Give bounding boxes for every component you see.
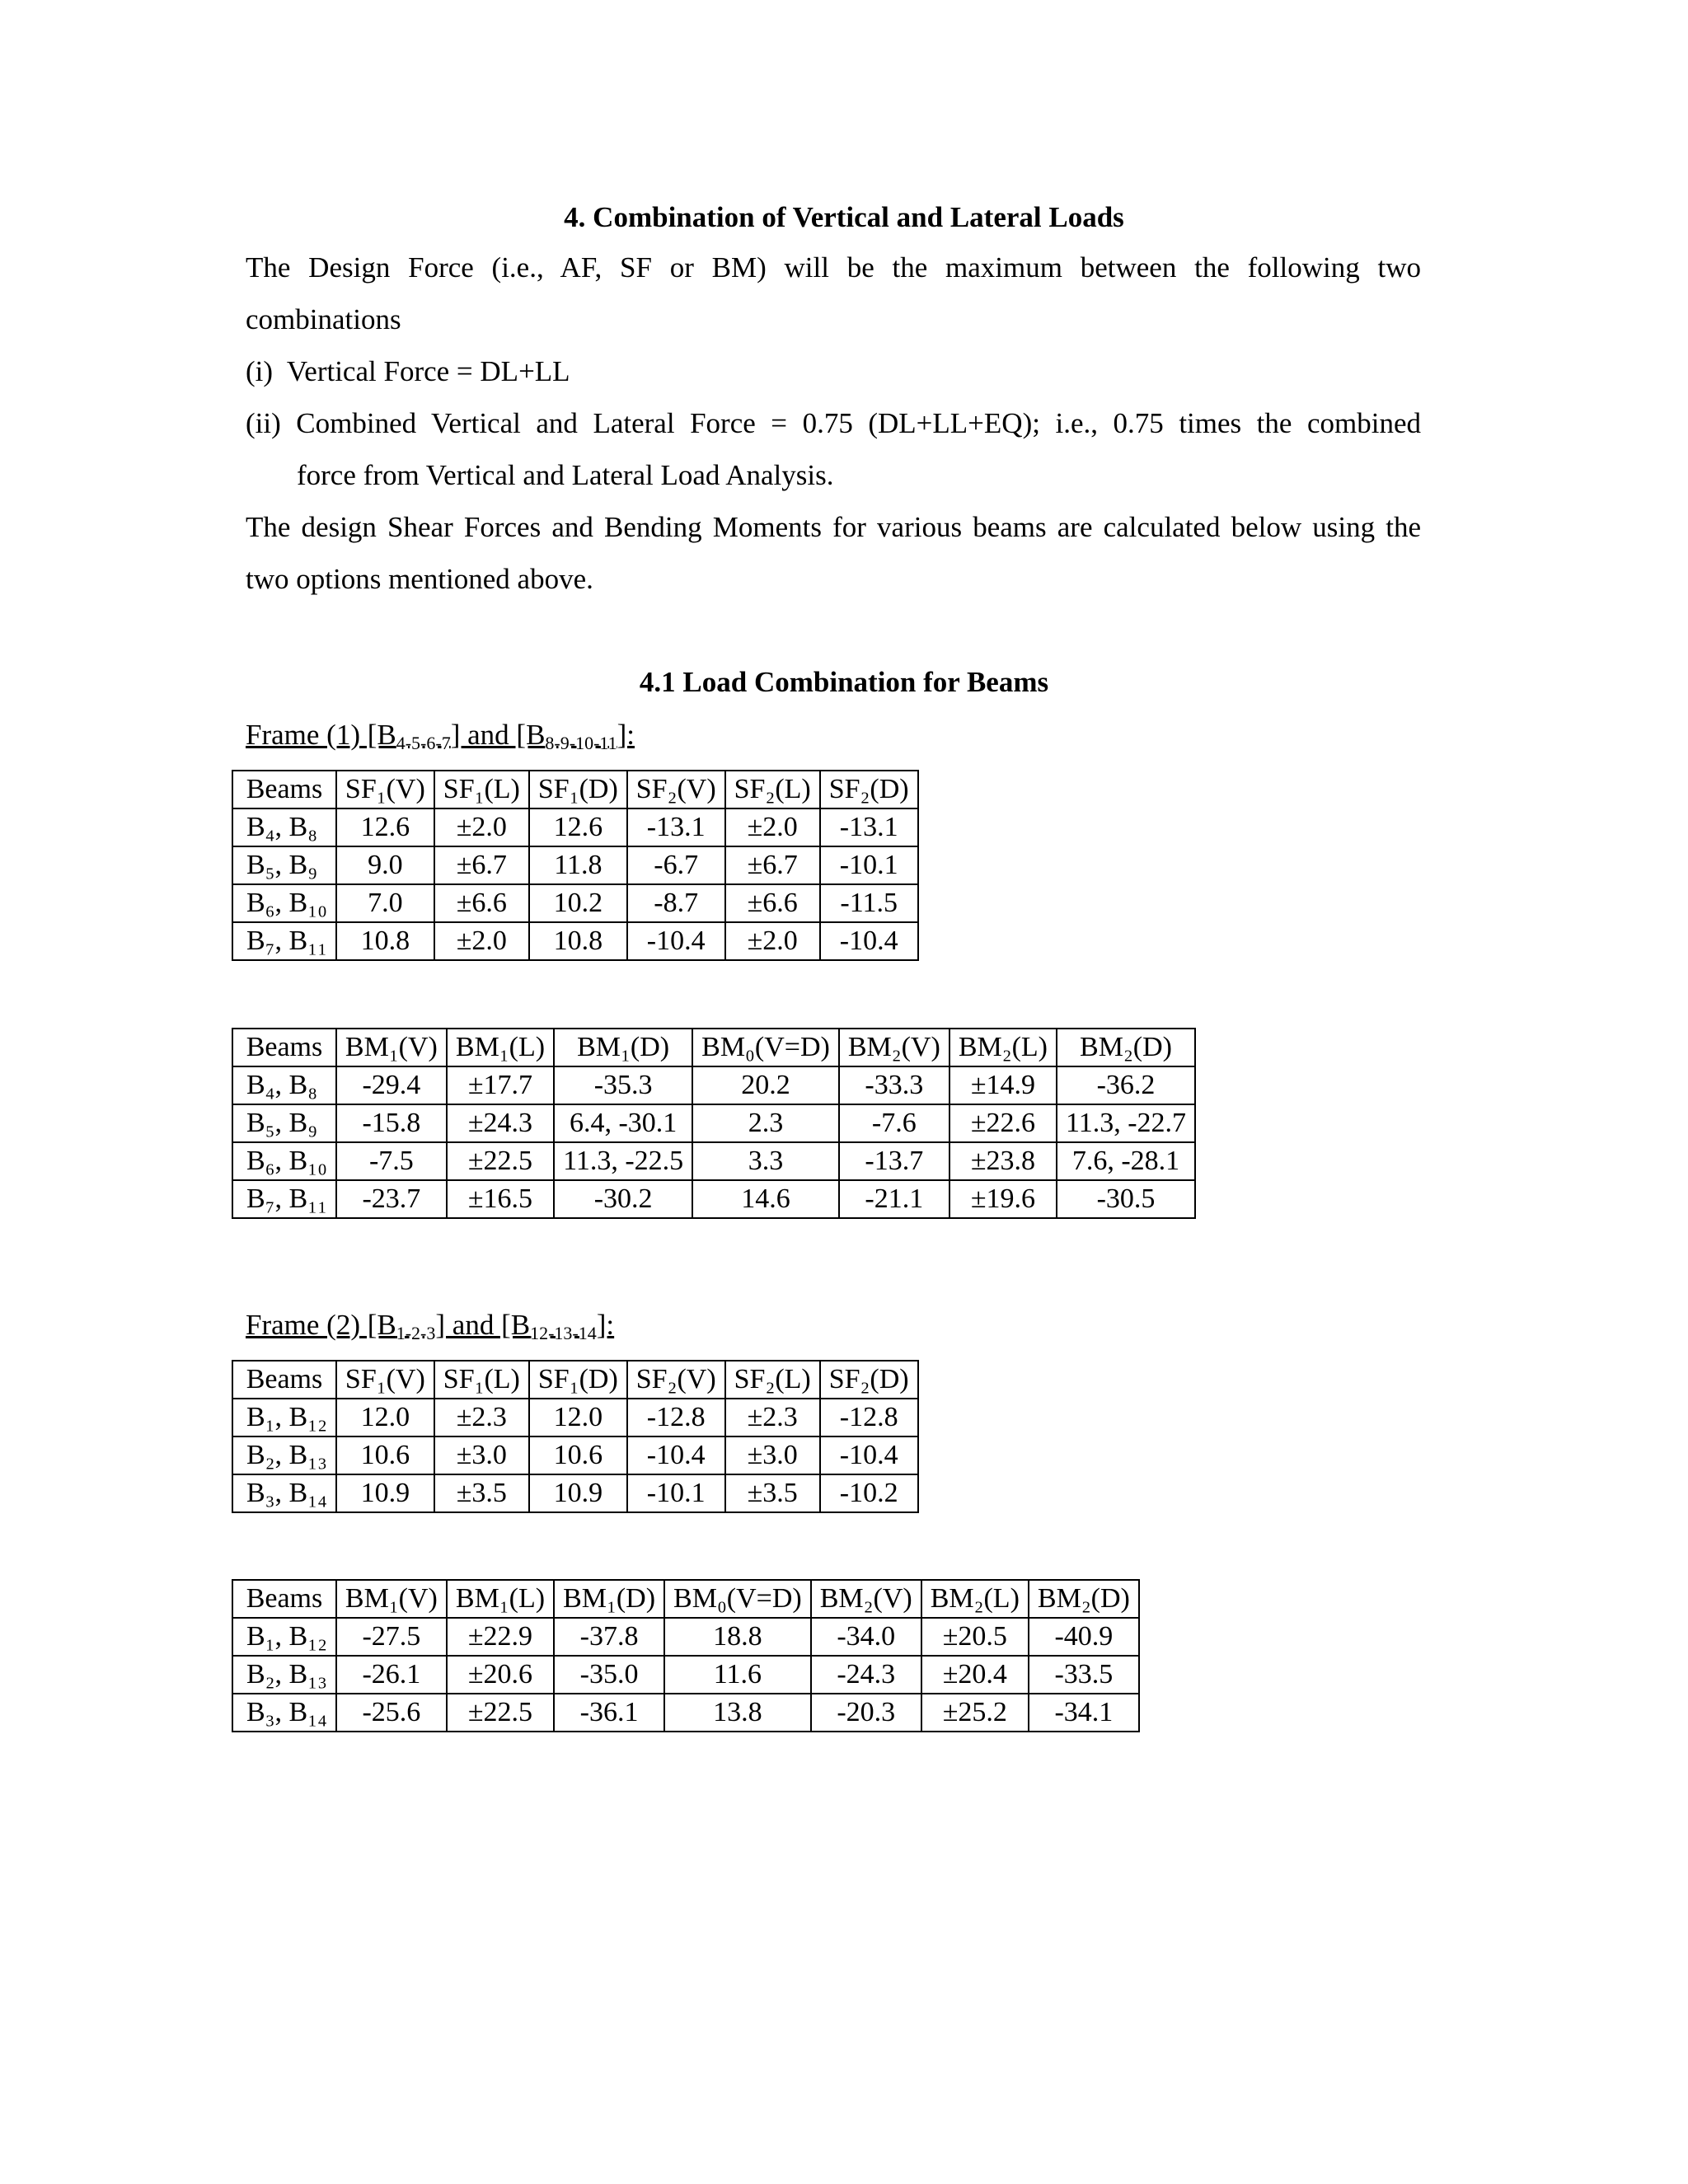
row-label-cell: B₆, B₁₀ bbox=[232, 1142, 336, 1180]
frame1-sf-table bbox=[232, 770, 919, 961]
table-cell: ±2.0 bbox=[434, 922, 529, 960]
column-header: BM₁(D) bbox=[554, 1580, 664, 1618]
frame1-label-sub1: 4-5-6-7 bbox=[396, 733, 451, 753]
table-cell: -13.7 bbox=[839, 1142, 950, 1180]
frame2-bm-table bbox=[232, 1579, 1140, 1732]
table-cell: -30.5 bbox=[1057, 1180, 1195, 1218]
table-cell: 12.0 bbox=[529, 1399, 627, 1436]
table-cell: ±14.9 bbox=[950, 1066, 1057, 1104]
column-header: SF₁(D) bbox=[529, 771, 627, 808]
table-row bbox=[232, 1104, 1195, 1142]
table-cell: 10.8 bbox=[529, 922, 627, 960]
table-cell: 13.8 bbox=[664, 1694, 811, 1732]
column-header: Beams bbox=[232, 1361, 336, 1399]
column-header: BM₁(D) bbox=[554, 1029, 692, 1066]
table-cell: -10.2 bbox=[820, 1474, 918, 1512]
table-cell: -20.3 bbox=[811, 1694, 921, 1732]
table-row bbox=[232, 1180, 1195, 1218]
column-header: SF₂(V) bbox=[627, 771, 725, 808]
table-cell: ±22.5 bbox=[447, 1694, 554, 1732]
column-header: SF₁(L) bbox=[434, 771, 529, 808]
table-cell: -10.1 bbox=[820, 846, 918, 884]
table-header-row bbox=[232, 1029, 1195, 1066]
table-cell: -10.4 bbox=[820, 922, 918, 960]
table-cell: 11.8 bbox=[529, 846, 627, 884]
column-header: SF₂(D) bbox=[820, 771, 918, 808]
row-label-cell: B₅, B₉ bbox=[232, 1104, 336, 1142]
frame2-label-mid: ] and [B bbox=[435, 1309, 531, 1341]
frame2-label-prefix: Frame (2) [B bbox=[246, 1309, 396, 1341]
column-header: SF₁(V) bbox=[336, 771, 434, 808]
table-cell: ±2.0 bbox=[434, 808, 529, 846]
list-item-ii-line-1: (ii) Combined Vertical and Lateral Force = 0.75 (DL+LL+EQ); i.e., 0.75 times the combined bbox=[246, 407, 1421, 439]
table-cell: ±6.7 bbox=[725, 846, 820, 884]
column-header: BM₁(L) bbox=[447, 1029, 554, 1066]
frame1-label-suffix: ]: bbox=[617, 719, 635, 751]
table-cell: -34.1 bbox=[1029, 1694, 1139, 1732]
table-row bbox=[232, 922, 918, 960]
intro-line-1: The Design Force (i.e., AF, SF or BM) will be the maximum between the following two bbox=[246, 251, 1421, 284]
column-header: BM₂(D) bbox=[1057, 1029, 1195, 1066]
table-cell: 11.6 bbox=[664, 1656, 811, 1694]
list-item-i bbox=[246, 345, 1421, 397]
table-cell: 6.4, -30.1 bbox=[554, 1104, 692, 1142]
table-cell: ±19.6 bbox=[950, 1180, 1057, 1218]
table-row bbox=[232, 884, 918, 922]
column-header: BM₂(L) bbox=[921, 1580, 1029, 1618]
table-cell: -29.4 bbox=[336, 1066, 447, 1104]
table-cell: ±3.5 bbox=[434, 1474, 529, 1512]
column-header: SF₂(L) bbox=[725, 771, 820, 808]
table-row bbox=[232, 1436, 918, 1474]
table-cell: -24.3 bbox=[811, 1656, 921, 1694]
frame2-label-sub2: 12-13-14 bbox=[530, 1323, 597, 1343]
column-header: SF₁(V) bbox=[336, 1361, 434, 1399]
table-row bbox=[232, 1656, 1139, 1694]
table-cell: -35.3 bbox=[554, 1066, 692, 1104]
table-cell: -12.8 bbox=[627, 1399, 725, 1436]
frame1-label bbox=[246, 717, 635, 753]
table-cell: ±22.6 bbox=[950, 1104, 1057, 1142]
table-cell: -13.1 bbox=[627, 808, 725, 846]
intro-line-2: combinations bbox=[246, 303, 401, 335]
table-cell: ±17.7 bbox=[447, 1066, 554, 1104]
outro-line-2: two options mentioned above. bbox=[246, 563, 593, 595]
column-header: BM₂(V) bbox=[811, 1580, 921, 1618]
table-cell: 10.9 bbox=[336, 1474, 434, 1512]
table-cell: ±20.6 bbox=[447, 1656, 554, 1694]
row-label-cell: B₃, B₁₄ bbox=[232, 1474, 336, 1512]
column-header: BM₁(V) bbox=[336, 1580, 447, 1618]
intro-paragraph bbox=[246, 241, 1421, 345]
frame2-sf-table bbox=[232, 1360, 919, 1513]
outro-paragraph bbox=[246, 501, 1421, 605]
column-header: BM₂(V) bbox=[839, 1029, 950, 1066]
table-cell: -10.4 bbox=[627, 1436, 725, 1474]
table-cell: 10.2 bbox=[529, 884, 627, 922]
table-cell: -35.0 bbox=[554, 1656, 664, 1694]
table-cell: ±20.5 bbox=[921, 1618, 1029, 1656]
frame1-bm-table bbox=[232, 1028, 1196, 1219]
column-header: BM₂(L) bbox=[950, 1029, 1057, 1066]
table-header-row bbox=[232, 1580, 1139, 1618]
table-cell: ±6.6 bbox=[725, 884, 820, 922]
table-cell: -11.5 bbox=[820, 884, 918, 922]
table-row bbox=[232, 846, 918, 884]
table-row bbox=[232, 1694, 1139, 1732]
table-header-row bbox=[232, 771, 918, 808]
frame2-label-suffix: ]: bbox=[596, 1309, 615, 1341]
table-cell: ±22.9 bbox=[447, 1618, 554, 1656]
frame1-label-sub2: 8-9-10-11 bbox=[545, 733, 617, 753]
table-cell: 7.6, -28.1 bbox=[1057, 1142, 1195, 1180]
table-cell: -37.8 bbox=[554, 1618, 664, 1656]
table-cell: ±25.2 bbox=[921, 1694, 1029, 1732]
column-header: SF₁(D) bbox=[529, 1361, 627, 1399]
table-cell: ±6.6 bbox=[434, 884, 529, 922]
list-item-ii-line-2: force from Vertical and Lateral Load Analysis. bbox=[297, 459, 834, 491]
table-cell: -10.4 bbox=[820, 1436, 918, 1474]
row-label-cell: B₆, B₁₀ bbox=[232, 884, 336, 922]
table-cell: -10.4 bbox=[627, 922, 725, 960]
table-cell: -7.5 bbox=[336, 1142, 447, 1180]
frame2-label bbox=[246, 1307, 614, 1343]
table-cell: -40.9 bbox=[1029, 1618, 1139, 1656]
table-cell: 18.8 bbox=[664, 1618, 811, 1656]
column-header: Beams bbox=[232, 1580, 336, 1618]
table-cell: ±16.5 bbox=[447, 1180, 554, 1218]
table-cell: -30.2 bbox=[554, 1180, 692, 1218]
table-row bbox=[232, 1399, 918, 1436]
table-header-row bbox=[232, 1361, 918, 1399]
table-cell: 12.6 bbox=[529, 808, 627, 846]
table-cell: ±6.7 bbox=[434, 846, 529, 884]
table-cell: -15.8 bbox=[336, 1104, 447, 1142]
section-heading: 4. Combination of Vertical and Lateral Loads bbox=[564, 201, 1124, 233]
table-cell: ±23.8 bbox=[950, 1142, 1057, 1180]
column-header: SF₂(D) bbox=[820, 1361, 918, 1399]
table-cell: 14.6 bbox=[692, 1180, 839, 1218]
table-cell: -27.5 bbox=[336, 1618, 447, 1656]
table-cell: 12.6 bbox=[336, 808, 434, 846]
table-cell: ±3.5 bbox=[725, 1474, 820, 1512]
table-cell: -7.6 bbox=[839, 1104, 950, 1142]
table-cell: 9.0 bbox=[336, 846, 434, 884]
column-header: BM₁(L) bbox=[447, 1580, 554, 1618]
list-item-i-text: (i) Vertical Force = DL+LL bbox=[246, 355, 570, 387]
table-row bbox=[232, 1142, 1195, 1180]
table-cell: -25.6 bbox=[336, 1694, 447, 1732]
table-cell: 10.9 bbox=[529, 1474, 627, 1512]
table-cell: ±2.0 bbox=[725, 808, 820, 846]
table-cell: 10.6 bbox=[529, 1436, 627, 1474]
table-cell: ±3.0 bbox=[725, 1436, 820, 1474]
table-cell: ±24.3 bbox=[447, 1104, 554, 1142]
column-header: SF₁(L) bbox=[434, 1361, 529, 1399]
frame1-label-mid: ] and [B bbox=[450, 719, 546, 751]
table-cell: ±2.0 bbox=[725, 922, 820, 960]
table-cell: -33.3 bbox=[839, 1066, 950, 1104]
table-cell: -34.0 bbox=[811, 1618, 921, 1656]
table-cell: -26.1 bbox=[336, 1656, 447, 1694]
row-label-cell: B₁, B₁₂ bbox=[232, 1399, 336, 1436]
column-header: Beams bbox=[232, 771, 336, 808]
table-cell: -13.1 bbox=[820, 808, 918, 846]
table-cell: 20.2 bbox=[692, 1066, 839, 1104]
list-item-ii bbox=[246, 397, 1421, 501]
table-cell: -23.7 bbox=[336, 1180, 447, 1218]
row-label-cell: B₅, B₉ bbox=[232, 846, 336, 884]
table-cell: ±2.3 bbox=[434, 1399, 529, 1436]
row-label-cell: B₇, B₁₁ bbox=[232, 922, 336, 960]
table-row bbox=[232, 808, 918, 846]
table-cell: -12.8 bbox=[820, 1399, 918, 1436]
row-label-cell: B₄, B₈ bbox=[232, 1066, 336, 1104]
table-cell: 2.3 bbox=[692, 1104, 839, 1142]
frame1-label-prefix: Frame (1) [B bbox=[246, 719, 396, 751]
table-cell: -6.7 bbox=[627, 846, 725, 884]
table-cell: -21.1 bbox=[839, 1180, 950, 1218]
column-header: BM₂(D) bbox=[1029, 1580, 1139, 1618]
row-label-cell: B₁, B₁₂ bbox=[232, 1618, 336, 1656]
table-cell: 12.0 bbox=[336, 1399, 434, 1436]
table-cell: ±20.4 bbox=[921, 1656, 1029, 1694]
outro-line-1: The design Shear Forces and Bending Moments for various beams are calculated below using the bbox=[246, 511, 1421, 543]
table-cell: -36.2 bbox=[1057, 1066, 1195, 1104]
row-label-cell: B₄, B₈ bbox=[232, 808, 336, 846]
column-header: BM₀(V=D) bbox=[692, 1029, 839, 1066]
column-header: Beams bbox=[232, 1029, 336, 1066]
table-row bbox=[232, 1066, 1195, 1104]
table-cell: 10.6 bbox=[336, 1436, 434, 1474]
table-cell: -10.1 bbox=[627, 1474, 725, 1512]
table-cell: 7.0 bbox=[336, 884, 434, 922]
column-header: BM₀(V=D) bbox=[664, 1580, 811, 1618]
row-label-cell: B₂, B₁₃ bbox=[232, 1436, 336, 1474]
table-cell: 11.3, -22.5 bbox=[554, 1142, 692, 1180]
table-cell: ±22.5 bbox=[447, 1142, 554, 1180]
table-cell: -36.1 bbox=[554, 1694, 664, 1732]
column-header: BM₁(V) bbox=[336, 1029, 447, 1066]
table-row bbox=[232, 1474, 918, 1512]
row-label-cell: B₇, B₁₁ bbox=[232, 1180, 336, 1218]
table-cell: ±3.0 bbox=[434, 1436, 529, 1474]
subsection-heading: 4.1 Load Combination for Beams bbox=[639, 666, 1049, 698]
frame2-label-sub1: 1-2-3 bbox=[396, 1323, 436, 1343]
table-cell: -33.5 bbox=[1029, 1656, 1139, 1694]
table-row bbox=[232, 1618, 1139, 1656]
row-label-cell: B₂, B₁₃ bbox=[232, 1656, 336, 1694]
row-label-cell: B₃, B₁₄ bbox=[232, 1694, 336, 1732]
column-header: SF₂(L) bbox=[725, 1361, 820, 1399]
table-cell: -8.7 bbox=[627, 884, 725, 922]
table-cell: 11.3, -22.7 bbox=[1057, 1104, 1195, 1142]
table-cell: 10.8 bbox=[336, 922, 434, 960]
table-cell: 3.3 bbox=[692, 1142, 839, 1180]
column-header: SF₂(V) bbox=[627, 1361, 725, 1399]
table-cell: ±2.3 bbox=[725, 1399, 820, 1436]
